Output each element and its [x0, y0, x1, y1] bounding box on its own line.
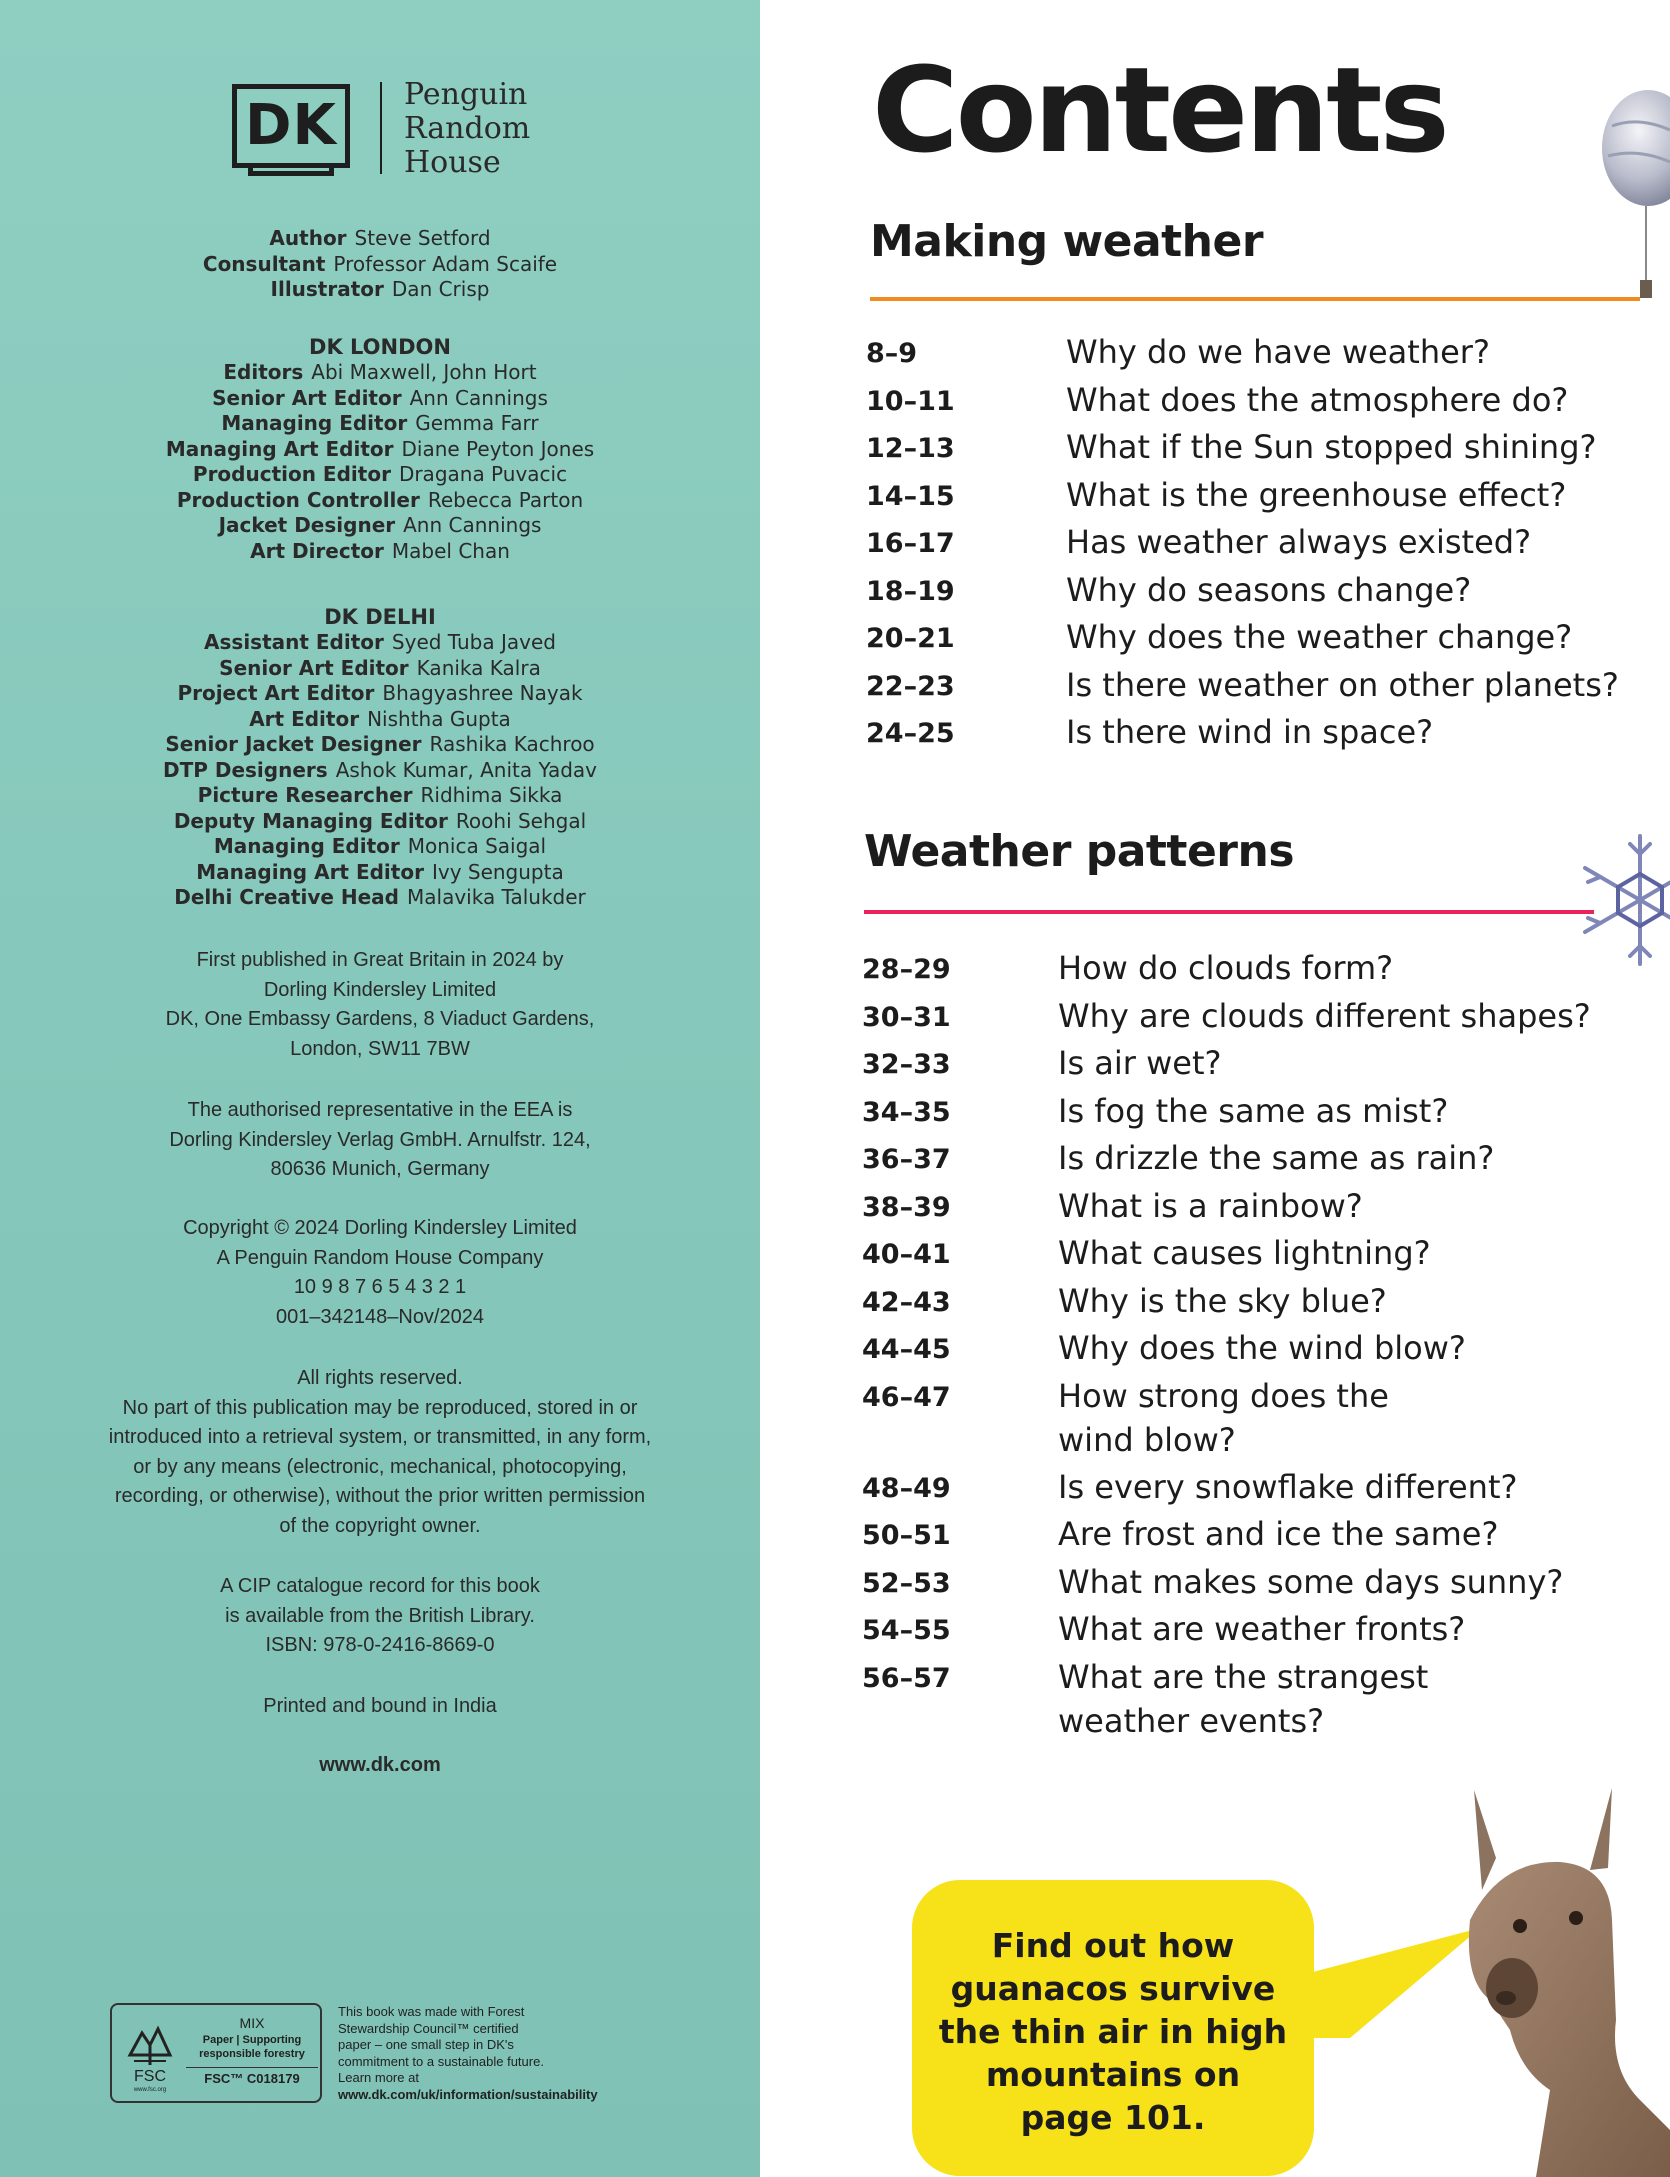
section-title-weather-patterns: Weather patterns	[864, 826, 1295, 877]
section-heading: DK DELHI	[324, 605, 436, 629]
toc-row[interactable]: 22–23 Is there weather on other planets?	[866, 665, 1619, 704]
fsc-label: MIX Paper | Supporting responsible forestry FSC™ C018179	[186, 2013, 318, 2086]
dk-logo-book-base	[248, 168, 334, 176]
credit-row: Managing Editor Gemma Farr	[221, 411, 539, 435]
credit-row: Picture Researcher Ridhima Sikka	[197, 783, 563, 807]
credit-row: Editors Abi Maxwell, John Hort	[223, 360, 537, 384]
credit-row: Assistant Editor Syed Tuba Javed	[204, 630, 556, 654]
credit-row: Production Controller Rebecca Parton	[176, 487, 584, 512]
fsc-tree-icon	[120, 2015, 180, 2095]
credit-row: Senior Art Editor Ann Cannings	[212, 385, 548, 410]
toc-weather-patterns	[862, 946, 1662, 1746]
logo-divider	[380, 82, 382, 174]
credit-row: Delhi Creative Head Malavika Talukder	[174, 885, 586, 909]
guanaco-image	[1440, 1770, 1670, 2177]
toc-row[interactable]: 48–49 Is every snowflake different?	[862, 1467, 1518, 1506]
credit-row: Production Editor Dragana Puvacic	[192, 462, 568, 486]
section-title-making-weather: Making weather	[870, 216, 1264, 267]
credit-row: Author Steve Setford	[269, 226, 491, 250]
toc-row[interactable]: 24–25 Is there wind in space?	[866, 713, 1434, 751]
toc-row[interactable]: 50–51 Are frost and ice the same?	[862, 1515, 1499, 1553]
credit-row: Managing Editor Monica Saigal	[213, 834, 547, 858]
website-link[interactable]: www.dk.com	[319, 1754, 441, 1776]
credit-row: Jacket Designer Ann Cannings	[218, 513, 542, 537]
toc-row[interactable]: 14–15 What is the greenhouse effect?	[866, 475, 1567, 514]
credit-row: Project Art Editor Bhagyashree Nayak	[177, 681, 583, 705]
penguin-random-house-wordmark: Penguin Random House	[404, 77, 531, 180]
toc-row[interactable]: 38–39 What is a rainbow?	[862, 1186, 1363, 1225]
credit-row: Managing Art Editor Ivy Sengupta	[196, 859, 564, 884]
toc-row[interactable]: 34–35 Is fog the same as mist?	[862, 1091, 1449, 1130]
first-published-block: First published in Great Britain in 2024 by Dorling Kindersley Limited DK, One Embassy Gardens, 8 Viaduct Gardens, London, SW11 7BW	[165, 949, 595, 1060]
credit-row: Art Editor Nishtha Gupta	[249, 706, 511, 731]
section-rule-pink	[864, 910, 1594, 914]
sustainability-note: This book was made with Forest Stewardship Council™ certified paper – one small step in DK's commitment to a sustainable future. Learn more at www.dk.com/uk/information/sustainability	[338, 2004, 598, 2102]
rights-block: All rights reserved. No part of this publication may be reproduced, stored in or introduced into a retrieval system, or transmitted, in any form, or by any means (electronic, mechanical, photocopying, recording, or otherwise), without the prior written permission of the copyright owner.	[108, 1367, 652, 1537]
toc-row[interactable]: 52–53 What makes some days sunny?	[862, 1562, 1564, 1601]
cip-block: A CIP catalogue record for this book is available from the British Library. ISBN: 978-0-2416-8669-0	[220, 1575, 540, 1656]
toc-making-weather	[866, 330, 1656, 758]
credits-top	[30, 226, 730, 303]
credit-row: Senior Jacket Designer Rashika Kachroo	[165, 732, 595, 756]
eea-representative-block: The authorised representative in the EEA is Dorling Kindersley Verlag GmbH. Arnulfstr. 124, 80636 Munich, Germany	[169, 1099, 591, 1180]
toc-row[interactable]: 40–41 What causes lightning?	[862, 1234, 1431, 1272]
credits-dk-london	[30, 334, 730, 564]
fsc-tiny-url: www.fsc.org	[133, 2087, 167, 2093]
toc-row[interactable]: 12–13 What if the Sun stopped shining?	[866, 428, 1597, 466]
guanaco-callout[interactable]: Find out how guanacos survive the thin air in high mountains on page 101.	[912, 1880, 1314, 2176]
toc-row[interactable]: 30–31 Why are clouds different shapes?	[862, 996, 1591, 1035]
toc-row[interactable]: 44–45 Why does the wind blow?	[862, 1329, 1466, 1367]
toc-row[interactable]: 46–47 How strong does the wind blow?	[862, 1376, 1389, 1459]
toc-row[interactable]: 16–17 Has weather always existed?	[866, 523, 1532, 561]
imprint-panel	[0, 0, 760, 2177]
weather-balloon-icon	[1598, 86, 1670, 306]
fsc-wordmark: FSC	[134, 2068, 166, 2085]
contents-title: Contents	[872, 41, 1447, 179]
toc-row[interactable]: 32–33 Is air wet?	[862, 1044, 1222, 1082]
section-rule-orange	[870, 297, 1640, 301]
toc-row[interactable]: 18–19 Why do seasons change?	[866, 570, 1472, 609]
credit-row: Senior Art Editor Kanika Kalra	[219, 655, 541, 680]
toc-row[interactable]: 36–37 Is drizzle the same as rain?	[862, 1139, 1495, 1177]
toc-row[interactable]: 10–11 What does the atmosphere do?	[866, 380, 1569, 419]
toc-row[interactable]: 42–43 Why is the sky blue?	[862, 1281, 1387, 1320]
toc-row[interactable]: 8–9 Why do we have weather?	[866, 333, 1490, 371]
toc-row[interactable]: 20–21 Why does the weather change?	[866, 618, 1573, 656]
credit-row: Deputy Managing Editor Roohi Sehgal	[173, 808, 587, 833]
copyright-block: Copyright © 2024 Dorling Kindersley Limited A Penguin Random House Company 10 9 8 7 6 5 4 3 2 1 001–342148–Nov/2024	[183, 1217, 577, 1328]
printed-in: Printed and bound in India	[263, 1695, 497, 1717]
credit-row: Illustrator Dan Crisp	[270, 277, 490, 301]
dk-logo: DK	[232, 84, 350, 168]
credits-dk-delhi	[30, 604, 730, 911]
credit-row: Consultant Professor Adam Scaife	[202, 251, 558, 276]
credit-row: Managing Art Editor Diane Peyton Jones	[165, 436, 595, 461]
toc-row[interactable]: 28–29 How do clouds form?	[862, 949, 1394, 987]
section-heading: DK LONDON	[309, 335, 451, 359]
toc-row[interactable]: 56–57 What are the strangest weather events?	[862, 1657, 1429, 1740]
fsc-badge	[110, 2003, 322, 2103]
credit-row: DTP Designers Ashok Kumar, Anita Yadav	[163, 757, 597, 782]
publisher-logo	[232, 78, 552, 178]
credit-row: Art Director Mabel Chan	[250, 538, 510, 563]
toc-row[interactable]: 54–55 What are weather fronts?	[862, 1610, 1466, 1648]
